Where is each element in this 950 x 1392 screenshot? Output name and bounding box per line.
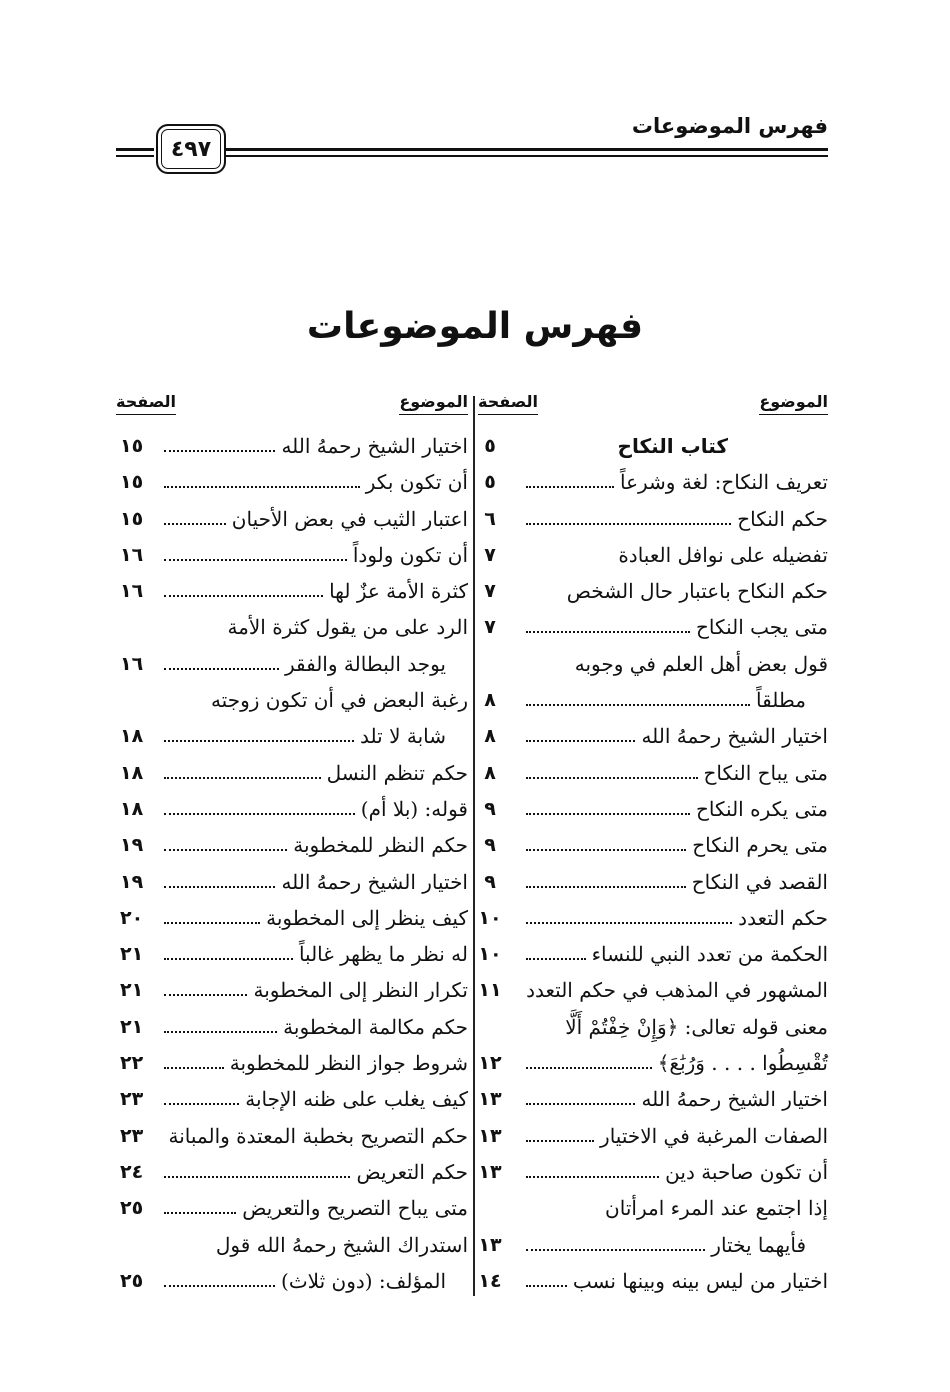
toc-topic: اختيار الشيخ رحمهُ الله [281, 869, 468, 894]
toc-topic: اختيار من ليس بينه وبينها نسب [572, 1268, 828, 1293]
toc-topic: متى يحرم النكاح [692, 833, 828, 858]
dot-leader [164, 813, 355, 815]
dot-leader [526, 813, 690, 815]
toc-entry [116, 972, 468, 1008]
toc-entry [116, 682, 468, 718]
dot-leader [164, 1031, 277, 1033]
toc-page-number: ١٨ [120, 725, 144, 748]
toc-topic: استدراك الشيخ رحمهُ الله قول [215, 1232, 468, 1257]
toc-topic: قول بعض أهل العلم في وجوبه [574, 651, 828, 676]
dot-leader [526, 849, 686, 851]
toc-page-number: ٨ [484, 689, 496, 712]
toc-entry [478, 718, 828, 754]
toc-entry [478, 464, 828, 500]
header-rule [116, 155, 154, 157]
toc-topic: اختيار الشيخ رحمهُ الله [281, 434, 468, 458]
toc-entry [478, 1118, 828, 1154]
toc-page-number: ٢٣ [120, 1124, 144, 1147]
toc-page-number: ٧ [484, 543, 496, 566]
toc-entry [116, 827, 468, 863]
dot-leader [164, 886, 275, 888]
toc-page-number: ٢٤ [120, 1160, 144, 1183]
toc-page-number: ٢١ [120, 943, 144, 966]
toc-page-number: ٩ [484, 870, 496, 893]
toc-entry [478, 936, 828, 972]
dot-leader [164, 1067, 224, 1069]
dot-leader [526, 958, 586, 960]
dot-leader [526, 740, 635, 742]
toc-page-number: ٢٥ [120, 1197, 144, 1220]
dot-leader [164, 1176, 350, 1178]
toc-topic: كتاب النكاح [617, 434, 728, 458]
toc-topic: حكم التعدد [738, 905, 828, 930]
toc-entry [116, 537, 468, 573]
toc-entry [116, 900, 468, 936]
toc-entry [478, 1190, 828, 1226]
toc-page-number: ١٤ [478, 1269, 502, 1292]
page-header: الصفحة [116, 392, 176, 415]
toc-entry [116, 1045, 468, 1081]
toc-topic: شابة لا تلد [360, 724, 446, 749]
toc-page-number: ١٥ [120, 435, 144, 457]
dot-leader [164, 958, 293, 960]
toc-entry [478, 1081, 828, 1117]
dot-leader [164, 595, 323, 597]
toc-topic: حكم النكاح [737, 506, 828, 531]
dot-leader [164, 1212, 236, 1214]
dot-leader [526, 486, 614, 488]
dot-leader [164, 777, 321, 779]
header-rule [226, 155, 828, 157]
dot-leader [526, 886, 686, 888]
toc-entry [116, 501, 468, 537]
toc-entry [116, 1081, 468, 1117]
toc-topic: حكم النظر للمخطوبة [293, 833, 468, 858]
toc-column-left [116, 392, 468, 1299]
toc-page-number: ٩ [484, 797, 496, 820]
toc-entry [116, 936, 468, 972]
dot-leader [164, 668, 279, 670]
toc-page-number: ٥ [484, 471, 496, 494]
toc-topic: اختيار الشيخ رحمهُ الله [641, 724, 828, 749]
dot-leader [526, 1140, 594, 1142]
toc-page-number: ١٣ [478, 1124, 502, 1147]
toc-entry [116, 718, 468, 754]
toc-topic: حكم النكاح باعتبار حال الشخص [566, 579, 828, 604]
toc-entry [116, 1009, 468, 1045]
toc-page-number: ١٦ [120, 543, 144, 566]
dot-leader [526, 922, 732, 924]
toc-page-number: ١٥ [120, 507, 144, 530]
toc-topic: القصد في النكاح [691, 869, 828, 894]
toc-page-number: ١٦ [120, 652, 144, 675]
column-header [116, 392, 468, 428]
page-title: فهرس الموضوعات [306, 306, 644, 347]
toc-entry [478, 537, 828, 573]
toc-page-number: ٨ [484, 761, 496, 784]
toc-page-number: ١٠ [478, 906, 502, 929]
toc-topic: الصفات المرغبة في الاختيار [600, 1123, 828, 1148]
toc-entry [116, 1227, 468, 1263]
toc-page-number: ١٨ [120, 797, 144, 820]
toc-page-number: ١٣ [478, 1233, 502, 1256]
chapter-heading [478, 428, 828, 464]
toc-topic: يوجد البطالة والفقر [284, 651, 446, 676]
toc-page-number: ١٩ [120, 870, 144, 893]
dot-leader [164, 450, 275, 452]
toc-entry [478, 791, 828, 827]
header-rule [116, 148, 154, 151]
toc-page-number: ٢١ [120, 979, 144, 1002]
toc-topic: متى يكره النكاح [696, 796, 828, 821]
toc-topic: متى يباح التصريح والتعريض [242, 1196, 468, 1221]
toc-topic: رغبة البعض في أن تكون زوجته [210, 688, 468, 713]
toc-entry [478, 1045, 828, 1081]
toc-topic: فأيهما يختار [711, 1232, 806, 1257]
toc-page-number: ٧ [484, 580, 496, 603]
toc-topic: أن تكون ولوداً [352, 542, 468, 567]
toc-entry [478, 900, 828, 936]
toc-entry [116, 791, 468, 827]
toc-page-number: ٨ [484, 725, 496, 748]
dot-leader [526, 704, 750, 706]
dot-leader [526, 1067, 652, 1069]
dot-leader [526, 1249, 705, 1251]
toc-topic: تعريف النكاح: لغة وشرعاً [619, 470, 828, 495]
toc-topic: حكم التعريض [356, 1159, 468, 1184]
toc-topic: حكم التصريح بخطبة المعتدة والمبانة [168, 1123, 468, 1148]
toc-entry [478, 755, 828, 791]
toc-page-number: ٢٥ [120, 1269, 144, 1292]
toc-entry [116, 755, 468, 791]
column-divider [473, 396, 475, 1296]
toc-entry [116, 1154, 468, 1190]
toc-entry [478, 864, 828, 900]
dot-leader [164, 849, 287, 851]
toc-topic: تفضيله على نوافل العبادة [618, 542, 828, 567]
toc-topic: كيف يغلب على ظنه الإجابة [245, 1087, 468, 1112]
toc-entry [478, 573, 828, 609]
toc-page-number: ١٠ [478, 943, 502, 966]
toc-topic: كثرة الأمة عزٌ لها [329, 579, 468, 604]
toc-topic: المؤلف: (دون ثلاث) [281, 1268, 446, 1293]
toc-entry [478, 1009, 828, 1045]
toc-entry [116, 1190, 468, 1226]
toc-topic: أن تكون صاحبة دين [665, 1159, 828, 1184]
toc-topic: متى يباح النكاح [703, 760, 828, 785]
toc-topic: الرد على من يقول كثرة الأمة [227, 615, 468, 640]
toc-entry [478, 1263, 828, 1299]
toc-topic: معنى قوله تعالى: ﴿وَإِنْ خِفْتُمْ أَلَّا [565, 1014, 828, 1039]
dot-leader [164, 559, 347, 561]
toc-topic: متى يجب النكاح [696, 615, 828, 640]
toc-entry [478, 682, 828, 718]
toc-page-number: ١٩ [120, 834, 144, 857]
column-header [478, 392, 828, 428]
dot-leader [164, 1103, 239, 1105]
dot-leader [164, 994, 247, 996]
toc-page-number: ١١ [478, 979, 502, 1002]
toc-topic: الحكمة من تعدد النبي للنساء [591, 942, 828, 967]
toc-page-number: ٦ [484, 507, 496, 530]
toc-topic: قوله: (بلا أم) [360, 796, 468, 821]
running-title: فهرس الموضوعات [631, 114, 828, 138]
toc-page-number: ١٥ [120, 471, 144, 494]
toc-page-number: ١٢ [478, 1052, 502, 1075]
toc-topic: له نظر ما يظهر غالباً [298, 942, 468, 967]
toc-topic: تُقْسِطُوا . . . . وَرُبَٰعَ﴾ [657, 1051, 828, 1076]
toc-topic: المشهور في المذهب في حكم التعدد [526, 978, 828, 1003]
dot-leader [526, 523, 731, 525]
toc-entry [116, 1263, 468, 1299]
dot-leader [526, 631, 690, 633]
dot-leader [526, 1103, 635, 1105]
toc-page-number: ١٦ [120, 580, 144, 603]
dot-leader [526, 777, 698, 779]
toc-topic: أن تكون بكر [365, 470, 468, 495]
toc-entry [478, 972, 828, 1008]
toc-column-right [478, 392, 828, 1299]
dot-leader [164, 1285, 275, 1287]
toc-entry [116, 864, 468, 900]
toc-page-number: ٥ [484, 435, 496, 457]
toc-entry [478, 646, 828, 682]
toc-topic: حكم تنظم النسل [326, 760, 468, 785]
toc-topic: تكرار النظر إلى المخطوبة [253, 978, 468, 1003]
toc-page-number: ١٣ [478, 1160, 502, 1183]
toc-page-number: ٢٣ [120, 1088, 144, 1111]
toc-entry [116, 464, 468, 500]
dot-leader [164, 922, 260, 924]
dot-leader [526, 1285, 567, 1287]
dot-leader [526, 1176, 659, 1178]
toc-page-number: ٧ [484, 616, 496, 639]
toc-page-number: ٩ [484, 834, 496, 857]
toc-entry [116, 646, 468, 682]
toc-entry [116, 609, 468, 645]
toc-entry [478, 827, 828, 863]
toc-entry [478, 1227, 828, 1263]
toc-entry [478, 1154, 828, 1190]
toc-entry [116, 428, 468, 464]
page-number: ٤٩٧ [156, 124, 226, 174]
toc-page-number: ٢٢ [120, 1052, 144, 1075]
dot-leader [164, 486, 360, 488]
toc-topic: كيف ينظر إلى المخطوبة [266, 905, 468, 930]
dot-leader [164, 740, 354, 742]
toc-page-number: ١٨ [120, 761, 144, 784]
toc-topic: شروط جواز النظر للمخطوبة [229, 1051, 468, 1076]
toc-page-number: ١٣ [478, 1088, 502, 1111]
toc-topic: اعتبار الثيب في بعض الأحيان [231, 506, 468, 531]
page-header: الصفحة [478, 392, 538, 415]
toc-topic: اختيار الشيخ رحمهُ الله [641, 1087, 828, 1112]
toc-topic: حكم مكالمة المخطوبة [283, 1014, 468, 1039]
topic-header: الموضوع [399, 392, 468, 415]
toc-topic: إذا اجتمع عند المرء امرأتان [605, 1196, 828, 1221]
toc-entry [478, 609, 828, 645]
toc-entry [116, 1118, 468, 1154]
running-header [116, 104, 828, 174]
toc-topic: مطلقاً [756, 688, 806, 713]
header-rule [226, 148, 828, 151]
topic-header: الموضوع [759, 392, 828, 415]
toc-page-number: ٢١ [120, 1015, 144, 1038]
toc-entry [116, 573, 468, 609]
toc-page-number: ٢٠ [120, 906, 144, 929]
toc-entry [478, 501, 828, 537]
dot-leader [164, 523, 226, 525]
